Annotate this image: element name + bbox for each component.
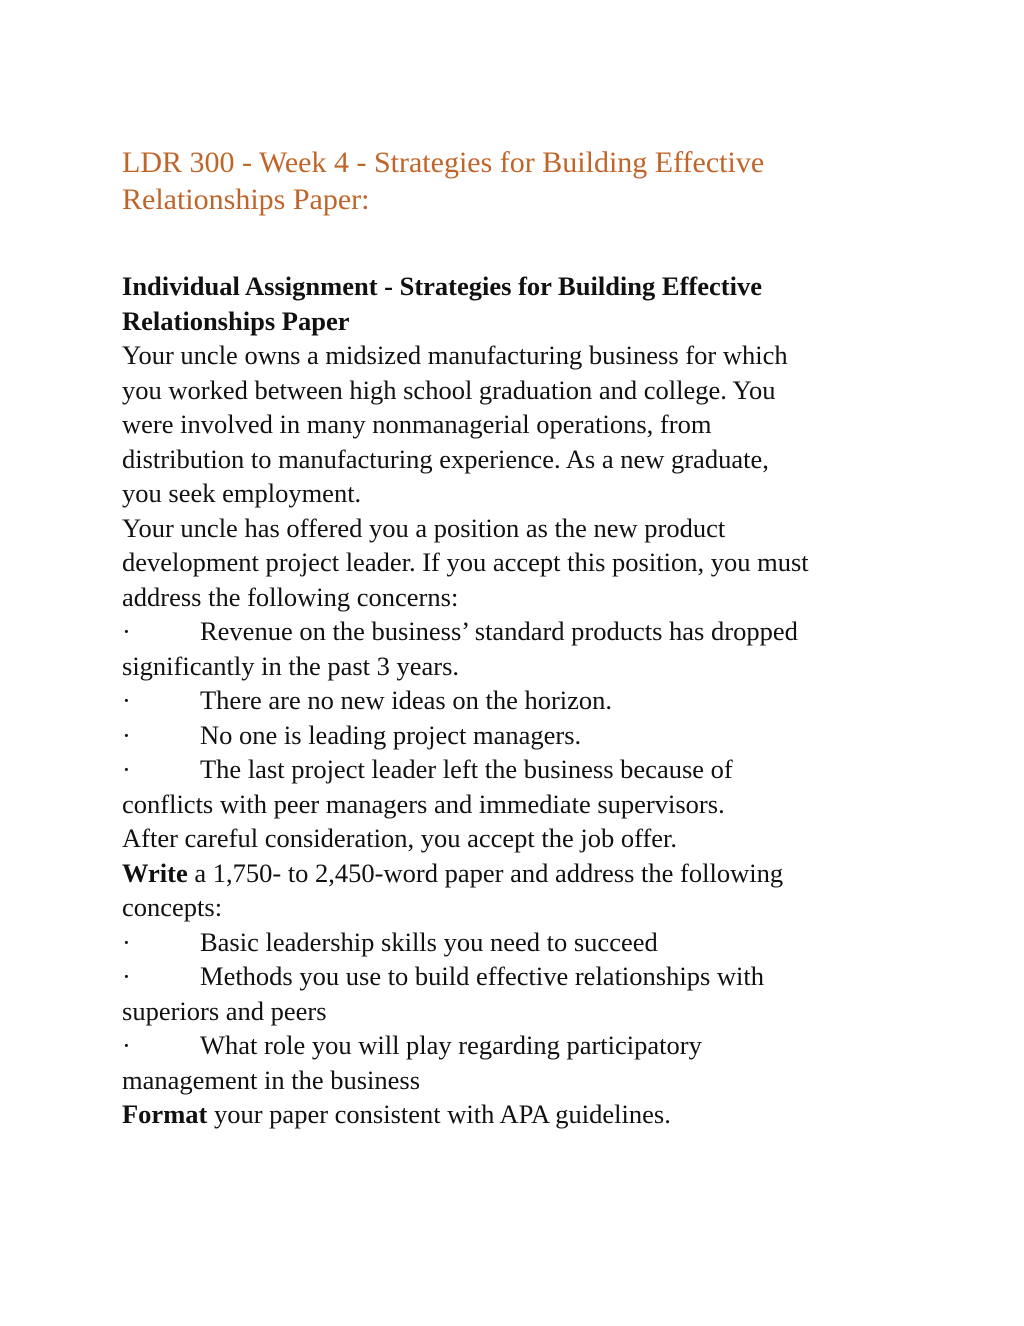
accept-line: After careful consideration, you accept the job offer. xyxy=(122,823,678,853)
title-line: LDR 300 - Week 4 - Strategies for Building Effective xyxy=(122,146,765,179)
assignment-heading: Relationships Paper xyxy=(122,305,350,336)
bullet-icon: · xyxy=(122,754,131,784)
paragraph-line: you seek employment. xyxy=(122,478,362,508)
document-title xyxy=(122,144,922,218)
concept-text: Methods you use to build effective relationships with xyxy=(200,961,765,991)
assignment-heading: Individual Assignment - Strategies for Building Effective xyxy=(122,271,762,301)
bullet-icon: · xyxy=(122,961,131,991)
concept-item xyxy=(122,925,922,960)
paragraph-line: were involved in many nonmanagerial operations, from xyxy=(122,409,712,439)
paragraph-line: development project leader. If you accept this position, you must xyxy=(122,547,809,577)
concern-text: The last project leader left the business because of xyxy=(200,754,733,784)
concern-continuation: significantly in the past 3 years. xyxy=(122,650,460,681)
assignment-body xyxy=(122,269,922,1132)
concept-continuation: management in the business xyxy=(122,1064,421,1095)
format-text: your paper consistent with APA guidelines. xyxy=(207,1099,671,1129)
paragraph-line: address the following concerns: xyxy=(122,581,459,612)
concern-continuation: conflicts with peer managers and immediate supervisors. xyxy=(122,788,725,819)
concern-text: No one is leading project managers. xyxy=(200,719,582,750)
concern-item xyxy=(122,718,922,753)
concern-item xyxy=(122,752,922,787)
paragraph-line: Your uncle owns a midsized manufacturing business for which xyxy=(122,340,788,370)
title-line: Relationships Paper: xyxy=(122,183,370,216)
concept-text: What role you will play regarding participatory xyxy=(200,1030,702,1060)
paragraph-line: distribution to manufacturing experience. As a new graduate, xyxy=(122,443,769,474)
concept-item xyxy=(122,959,922,994)
bullet-icon: · xyxy=(122,616,131,646)
bullet-icon: · xyxy=(122,685,131,715)
concept-item xyxy=(122,1028,922,1063)
write-text: a 1,750- to 2,450-word paper and address the following xyxy=(187,857,784,888)
paragraph-line: Your uncle has offered you a position as the new product xyxy=(122,512,726,543)
bullet-icon: · xyxy=(122,1030,131,1060)
concern-item xyxy=(122,683,922,718)
write-label: Write xyxy=(122,857,188,888)
format-instruction xyxy=(122,1097,922,1132)
concept-continuation: superiors and peers xyxy=(122,995,327,1026)
paragraph-line: you worked between high school graduation and college. You xyxy=(122,374,776,405)
concern-text: Revenue on the business’ standard products has dropped xyxy=(200,616,798,646)
format-label: Format xyxy=(122,1099,208,1129)
document-content xyxy=(122,144,922,1132)
bullet-icon: · xyxy=(122,926,131,957)
concern-text: There are no new ideas on the horizon. xyxy=(200,685,613,715)
bullet-icon: · xyxy=(122,719,131,750)
concept-text: Basic leadership skills you need to succeed xyxy=(200,926,658,957)
concern-item xyxy=(122,614,922,649)
write-instruction xyxy=(122,856,922,891)
spacer xyxy=(122,218,922,269)
write-continuation: concepts: xyxy=(122,892,223,922)
